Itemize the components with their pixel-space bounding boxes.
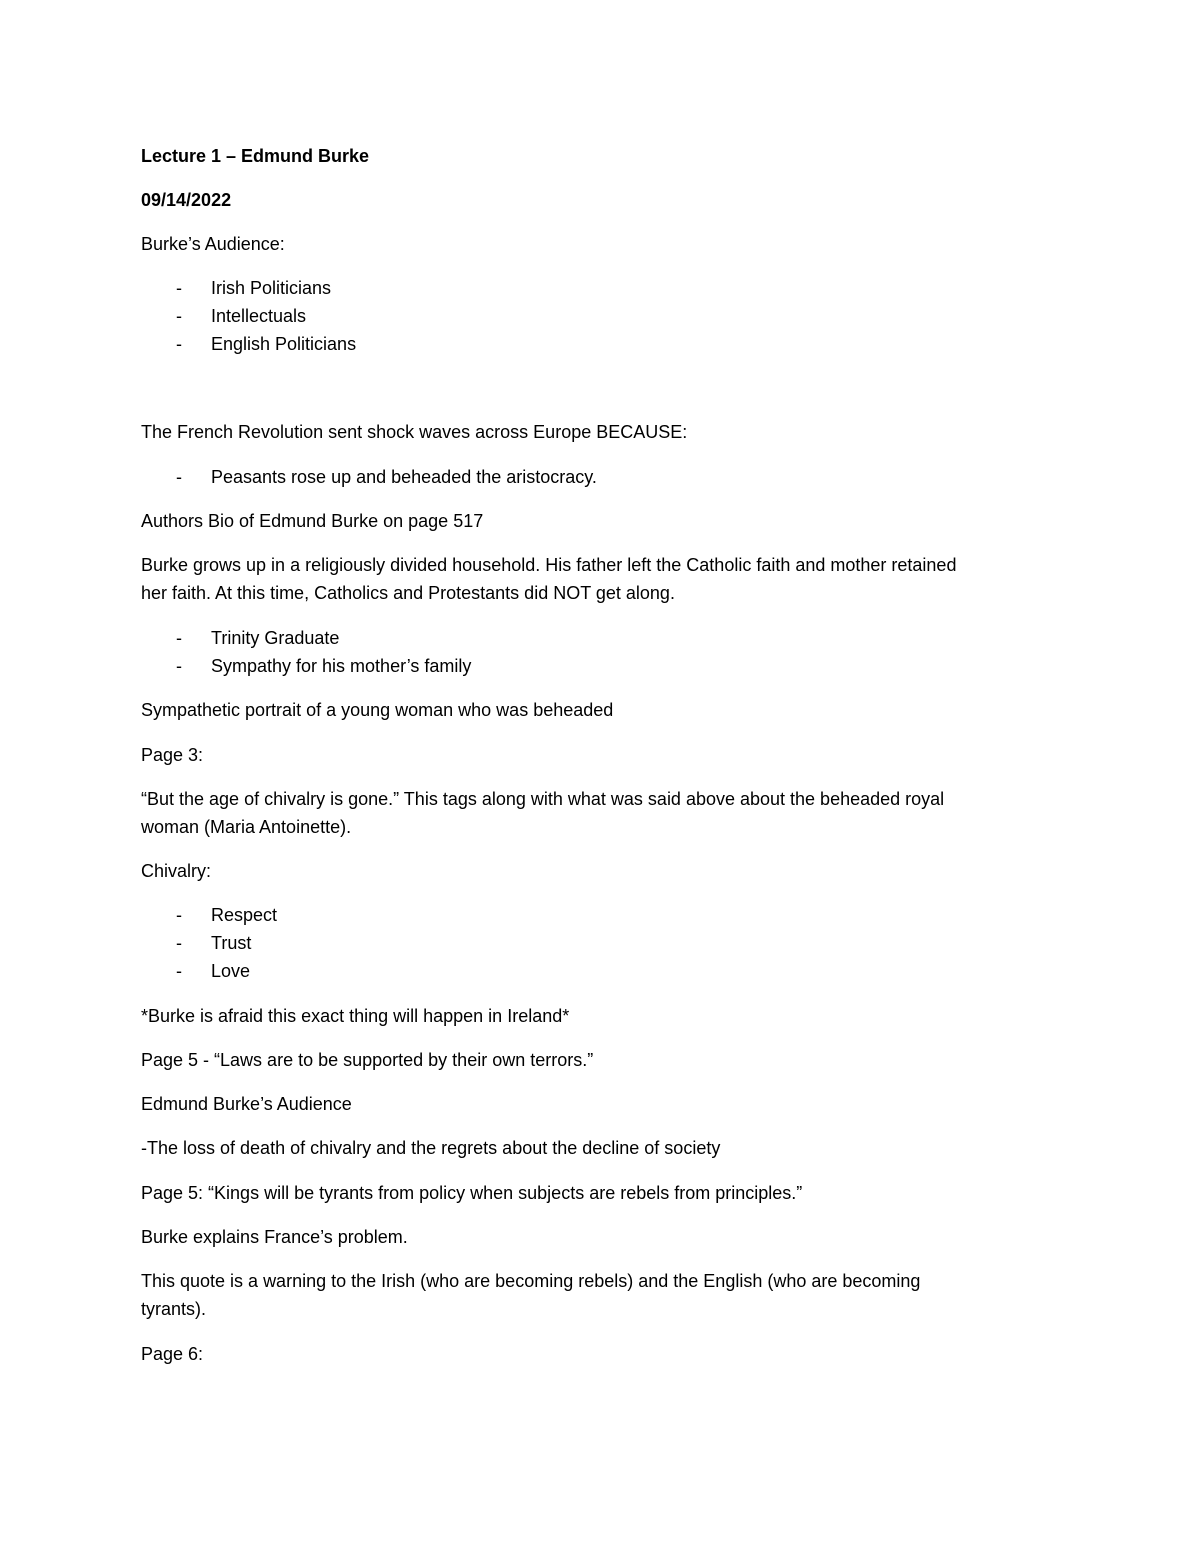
dash-bullet: - xyxy=(176,905,182,925)
france-line: Burke explains France’s problem. xyxy=(141,1227,408,1247)
page5-laws-quote: Page 5 - “Laws are to be supported by their own terrors.” xyxy=(141,1050,594,1070)
chivalry-heading: Chivalry: xyxy=(141,861,212,881)
dash-bullet: - xyxy=(176,278,182,298)
list-item-text: English Politicians xyxy=(211,334,357,354)
warning-line-1: This quote is a warning to the Irish (who are becoming rebels) and the English (who are becoming xyxy=(141,1271,921,1291)
dash-bullet: - xyxy=(176,961,182,981)
dash-bullet: - xyxy=(176,306,182,326)
chivalry-quote-line-1: “But the age of chivalry is gone.” This tags along with what was said above about the beheaded royal xyxy=(141,789,945,809)
page6-heading: Page 6: xyxy=(141,1344,204,1364)
lecture-date: 09/14/2022 xyxy=(141,190,232,210)
loss-line: -The loss of death of chivalry and the regrets about the decline of society xyxy=(141,1138,721,1158)
ireland-note: *Burke is afraid this exact thing will happen in Ireland* xyxy=(141,1006,570,1026)
portrait-line: Sympathetic portrait of a young woman who was beheaded xyxy=(141,700,614,720)
bio-line: Authors Bio of Edmund Burke on page 517 xyxy=(141,511,484,531)
warning-line-2: tyrants). xyxy=(141,1299,207,1319)
dash-bullet: - xyxy=(176,467,182,487)
household-line-2: her faith. At this time, Catholics and Protestants did NOT get along. xyxy=(141,583,675,603)
audience-line-2: Edmund Burke’s Audience xyxy=(141,1094,352,1114)
chivalry-quote-line-2: woman (Maria Antoinette). xyxy=(141,817,352,837)
list-item-text: Peasants rose up and beheaded the aristocracy. xyxy=(211,467,597,487)
list-item-text: Trust xyxy=(211,933,252,953)
lecture-title: Lecture 1 – Edmund Burke xyxy=(141,146,370,166)
audience-heading: Burke’s Audience: xyxy=(141,234,285,254)
page5-kings-quote: Page 5: “Kings will be tyrants from policy when subjects are rebels from principles.” xyxy=(141,1183,803,1203)
dash-bullet: - xyxy=(176,334,182,354)
list-item-text: Irish Politicians xyxy=(211,278,332,298)
household-line-1: Burke grows up in a religiously divided household. His father left the Catholic faith and mother retained xyxy=(141,555,957,575)
page3-heading: Page 3: xyxy=(141,745,204,765)
revolution-line: The French Revolution sent shock waves across Europe BECAUSE: xyxy=(141,422,688,442)
list-item-text: Intellectuals xyxy=(211,306,307,326)
dash-bullet: - xyxy=(176,933,182,953)
list-item-text: Love xyxy=(211,961,251,981)
list-item-text: Trinity Graduate xyxy=(211,628,340,648)
dash-bullet: - xyxy=(176,628,182,648)
dash-bullet: - xyxy=(176,656,182,676)
list-item-text: Sympathy for his mother’s family xyxy=(211,656,472,676)
list-item-text: Respect xyxy=(211,905,278,925)
